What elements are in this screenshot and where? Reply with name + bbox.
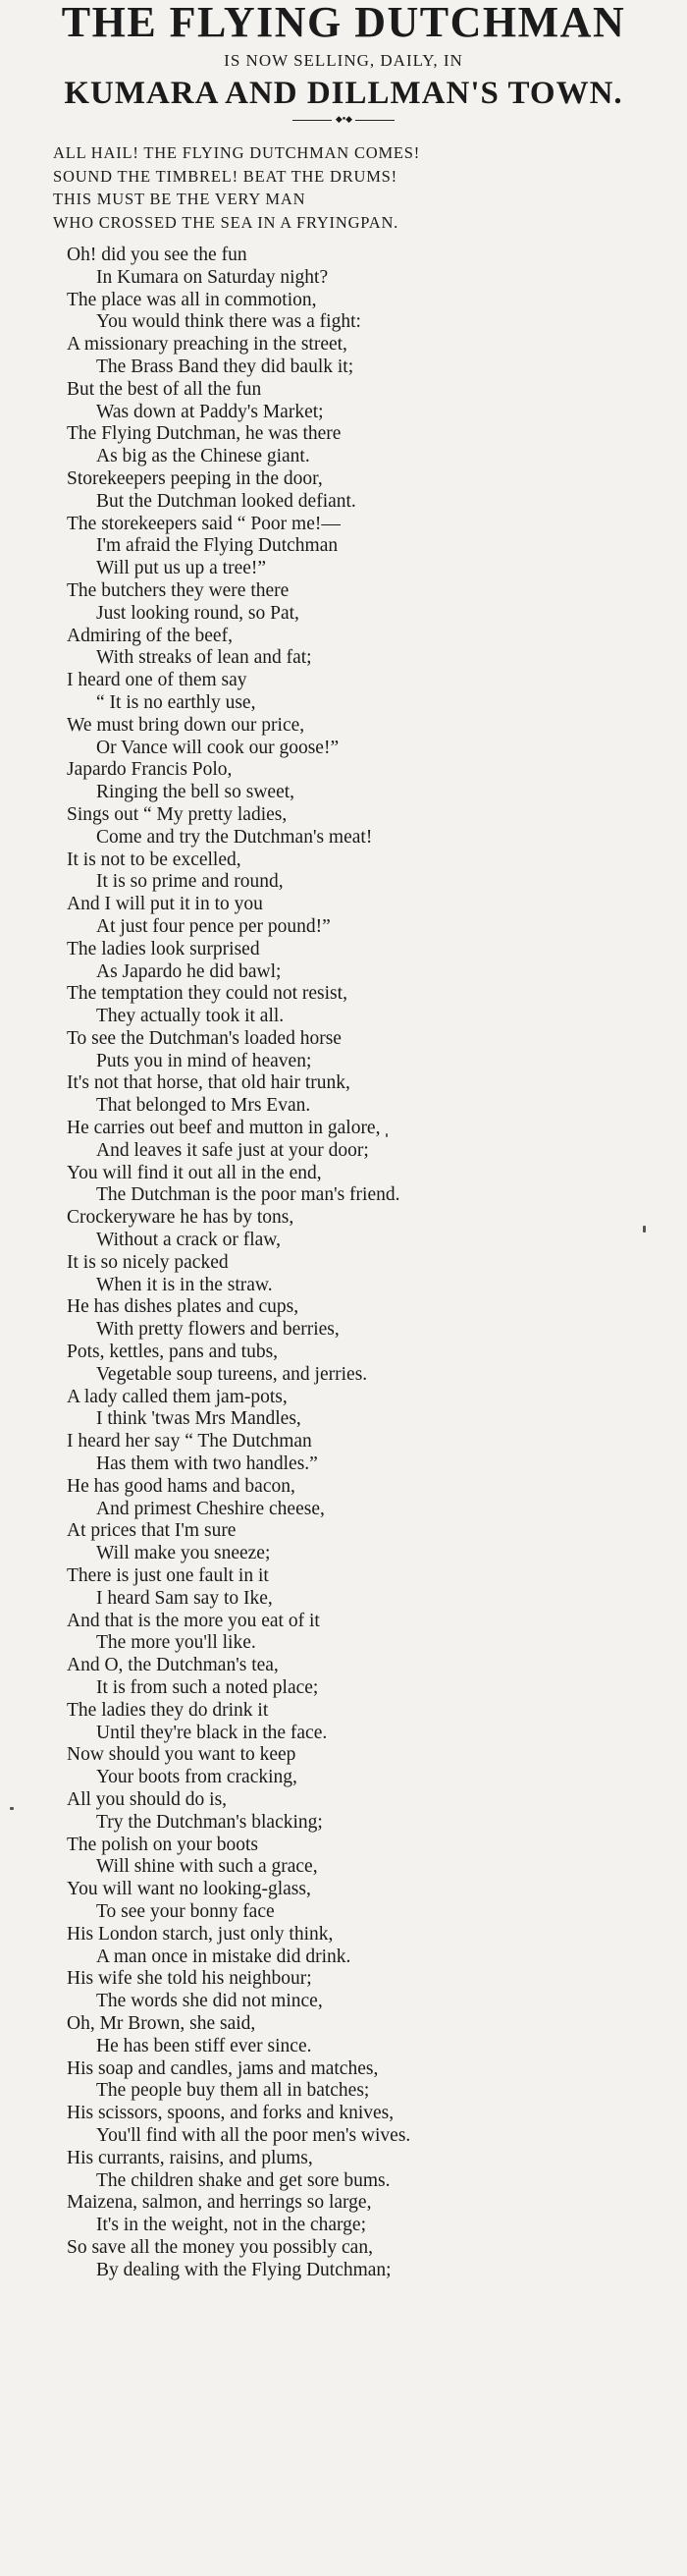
subtitle: IS NOW SELLING, DAILY, IN	[224, 51, 463, 70]
chorus-line: WHO CROSSED THE SEA IN A FRYINGPAN.	[53, 212, 399, 232]
verse-line: To see your bonny face	[96, 1900, 275, 1922]
verse-line: Will shine with such a grace,	[96, 1856, 318, 1878]
verse-line: And I will put it in to you	[67, 894, 263, 915]
verse-line: A lady called them jam-pots,	[67, 1386, 288, 1407]
verse-line: The words she did not mince,	[96, 1991, 323, 2012]
verse-line: Was down at Paddy's Market;	[96, 401, 324, 422]
divider-line-left	[292, 120, 332, 121]
chorus-line: SOUND THE TIMBREL! BEAT THE DRUMS!	[53, 166, 397, 186]
verse-line: Will put us up a tree!”	[96, 558, 267, 579]
verse-line: That belonged to Mrs Evan.	[96, 1095, 311, 1117]
divider-line-right	[355, 120, 395, 121]
verse-line: It's not that horse, that old hair trunk,	[67, 1072, 350, 1094]
chorus-line: ALL HAIL! THE FLYING DUTCHMAN COMES!	[53, 143, 421, 162]
verse-line: He has been stiff ever since.	[96, 2035, 312, 2056]
verse-line: In Kumara on Saturday night?	[96, 266, 329, 288]
verse-line: The place was all in commotion,	[67, 289, 317, 310]
chorus-line: THIS MUST BE THE VERY MAN	[53, 190, 306, 208]
verse-line: The temptation they could not resist,	[67, 983, 347, 1005]
verse-line: It is from such a noted place;	[96, 1677, 319, 1698]
divider-ornament	[292, 116, 395, 126]
verse-line: There is just one fault in it	[67, 1565, 269, 1587]
verse-line: The ladies they do drink it	[67, 1699, 269, 1721]
verse-line: I heard her say “ The Dutchman	[67, 1431, 312, 1452]
verse-line: A man once in mistake did drink.	[96, 1946, 351, 1967]
verse-line: It's in the weight, not in the charge;	[96, 2215, 367, 2236]
verse-line: I think 'twas Mrs Mandles,	[96, 1408, 301, 1430]
print-speck	[386, 1133, 388, 1137]
verse-line: Has them with two handles.”	[96, 1453, 318, 1475]
verse-line: His currants, raisins, and plums,	[67, 2147, 313, 2168]
verse-line: The polish on your boots	[67, 1834, 258, 1855]
verse-line: Come and try the Dutchman's meat!	[96, 826, 373, 848]
verse-line: But the best of all the fun	[67, 378, 262, 400]
verse-line: Ringing the bell so sweet,	[96, 782, 295, 803]
verse-line: And leaves it safe just at your door;	[96, 1139, 369, 1161]
verse-line: The ladies look surprised	[67, 938, 260, 959]
location-heading: KUMARA AND DILLMAN'S TOWN.	[64, 76, 623, 111]
verse-line: Puts you in mind of heaven;	[96, 1050, 312, 1071]
verse-line: He has good hams and bacon,	[67, 1475, 295, 1497]
verse-line: His wife she told his neighbour;	[67, 1968, 312, 1990]
verse-line: I'm afraid the Flying Dutchman	[96, 535, 339, 557]
verse-line: He has dishes plates and cups,	[67, 1296, 299, 1318]
verse-line: “ It is no earthly use,	[96, 691, 256, 713]
verse-line: Storekeepers peeping in the door,	[67, 467, 323, 489]
verse-line: It is so nicely packed	[67, 1251, 229, 1273]
verse-line: A missionary preaching in the street,	[67, 334, 347, 356]
verse-block	[67, 245, 656, 2282]
verse-line: By dealing with the Flying Dutchman;	[96, 2259, 392, 2280]
verse-line: Now should you want to keep	[67, 1744, 296, 1766]
print-speck	[10, 1807, 14, 1810]
verse-line: Sings out “ My pretty ladies,	[67, 803, 288, 825]
verse-line: His soap and candles, jams and matches,	[67, 2057, 379, 2079]
verse-line: To see the Dutchman's loaded horse	[67, 1027, 342, 1049]
verse-line: Japardo Francis Polo,	[67, 759, 233, 781]
verse-line: We must bring down our price,	[67, 714, 305, 736]
verse-line: As big as the Chinese giant.	[96, 446, 310, 467]
verse-line: I heard Sam say to Ike,	[96, 1587, 273, 1609]
verse-line: His scissors, spoons, and forks and knives,	[67, 2103, 395, 2124]
verse-line: With pretty flowers and berries,	[96, 1319, 340, 1341]
verse-line: You will want no looking-glass,	[67, 1879, 311, 1900]
verse-line: The more you'll like.	[96, 1632, 256, 1654]
verse-line: The children shake and get sore bums.	[96, 2169, 391, 2191]
verse-line: The people buy them all in batches;	[96, 2080, 370, 2102]
verse-line: The Dutchman is the poor man's friend.	[96, 1184, 400, 1206]
verse-line: All you should do is,	[67, 1788, 228, 1810]
verse-line: Or Vance will cook our goose!”	[96, 737, 340, 758]
page-title: THE FLYING DUTCHMAN	[61, 0, 626, 46]
verse-line: His London starch, just only think,	[67, 1923, 334, 1945]
ornament-dots-icon: ◆•◆	[335, 115, 352, 125]
verse-line: Admiring of the beef,	[67, 625, 233, 646]
verse-line: Without a crack or flaw,	[96, 1230, 281, 1251]
verse-line: The Brass Band they did baulk it;	[96, 356, 354, 377]
verse-line: You will find it out all in the end,	[67, 1162, 322, 1183]
verse-line: It is so prime and round,	[96, 871, 284, 893]
verse-line: Crockeryware he has by tons,	[67, 1207, 294, 1229]
verse-line: Oh, Mr Brown, she said,	[67, 2012, 256, 2034]
verse-line: They actually took it all.	[96, 1006, 285, 1027]
verse-line: The Flying Dutchman, he was there	[67, 423, 342, 445]
verse-line: The storekeepers said “ Poor me!—	[67, 513, 341, 534]
verse-line: He carries out beef and mutton in galore,	[67, 1118, 381, 1139]
verse-line: As Japardo he did bawl;	[96, 960, 282, 982]
verse-line: And primest Cheshire cheese,	[96, 1498, 325, 1519]
verse-line: At just four pence per pound!”	[96, 915, 331, 937]
verse-line: You would think there was a fight:	[96, 311, 361, 333]
verse-line: Will make you sneeze;	[96, 1543, 271, 1564]
verse-line: So save all the money you possibly can,	[67, 2236, 373, 2258]
chorus-block	[53, 141, 642, 234]
verse-line: Oh! did you see the fun	[67, 245, 247, 265]
verse-line: But the Dutchman looked defiant.	[96, 490, 356, 512]
verse-line: The butchers they were there	[67, 579, 290, 601]
verse-line: When it is in the straw.	[96, 1274, 273, 1295]
verse-line: And O, the Dutchman's tea,	[67, 1655, 279, 1676]
verse-line: At prices that I'm sure	[67, 1520, 237, 1542]
verse-line: You'll find with all the poor men's wives.	[96, 2124, 411, 2146]
print-speck	[643, 1226, 646, 1233]
verse-line: Try the Dutchman's blacking;	[96, 1811, 323, 1833]
verse-line: Just looking round, so Pat,	[96, 602, 299, 624]
verse-line: Your boots from cracking,	[96, 1767, 297, 1788]
verse-line: It is not to be excelled,	[67, 849, 241, 870]
verse-line: I heard one of them say	[67, 670, 247, 691]
verse-line: And that is the more you eat of it	[67, 1610, 320, 1631]
verse-line: With streaks of lean and fat;	[96, 647, 312, 669]
verse-line: Until they're black in the face.	[96, 1722, 328, 1743]
verse-line: Vegetable soup tureens, and jerries.	[96, 1363, 368, 1385]
verse-line: Pots, kettles, pans and tubs,	[67, 1342, 279, 1363]
verse-line: Maizena, salmon, and herrings so large,	[67, 2192, 372, 2214]
